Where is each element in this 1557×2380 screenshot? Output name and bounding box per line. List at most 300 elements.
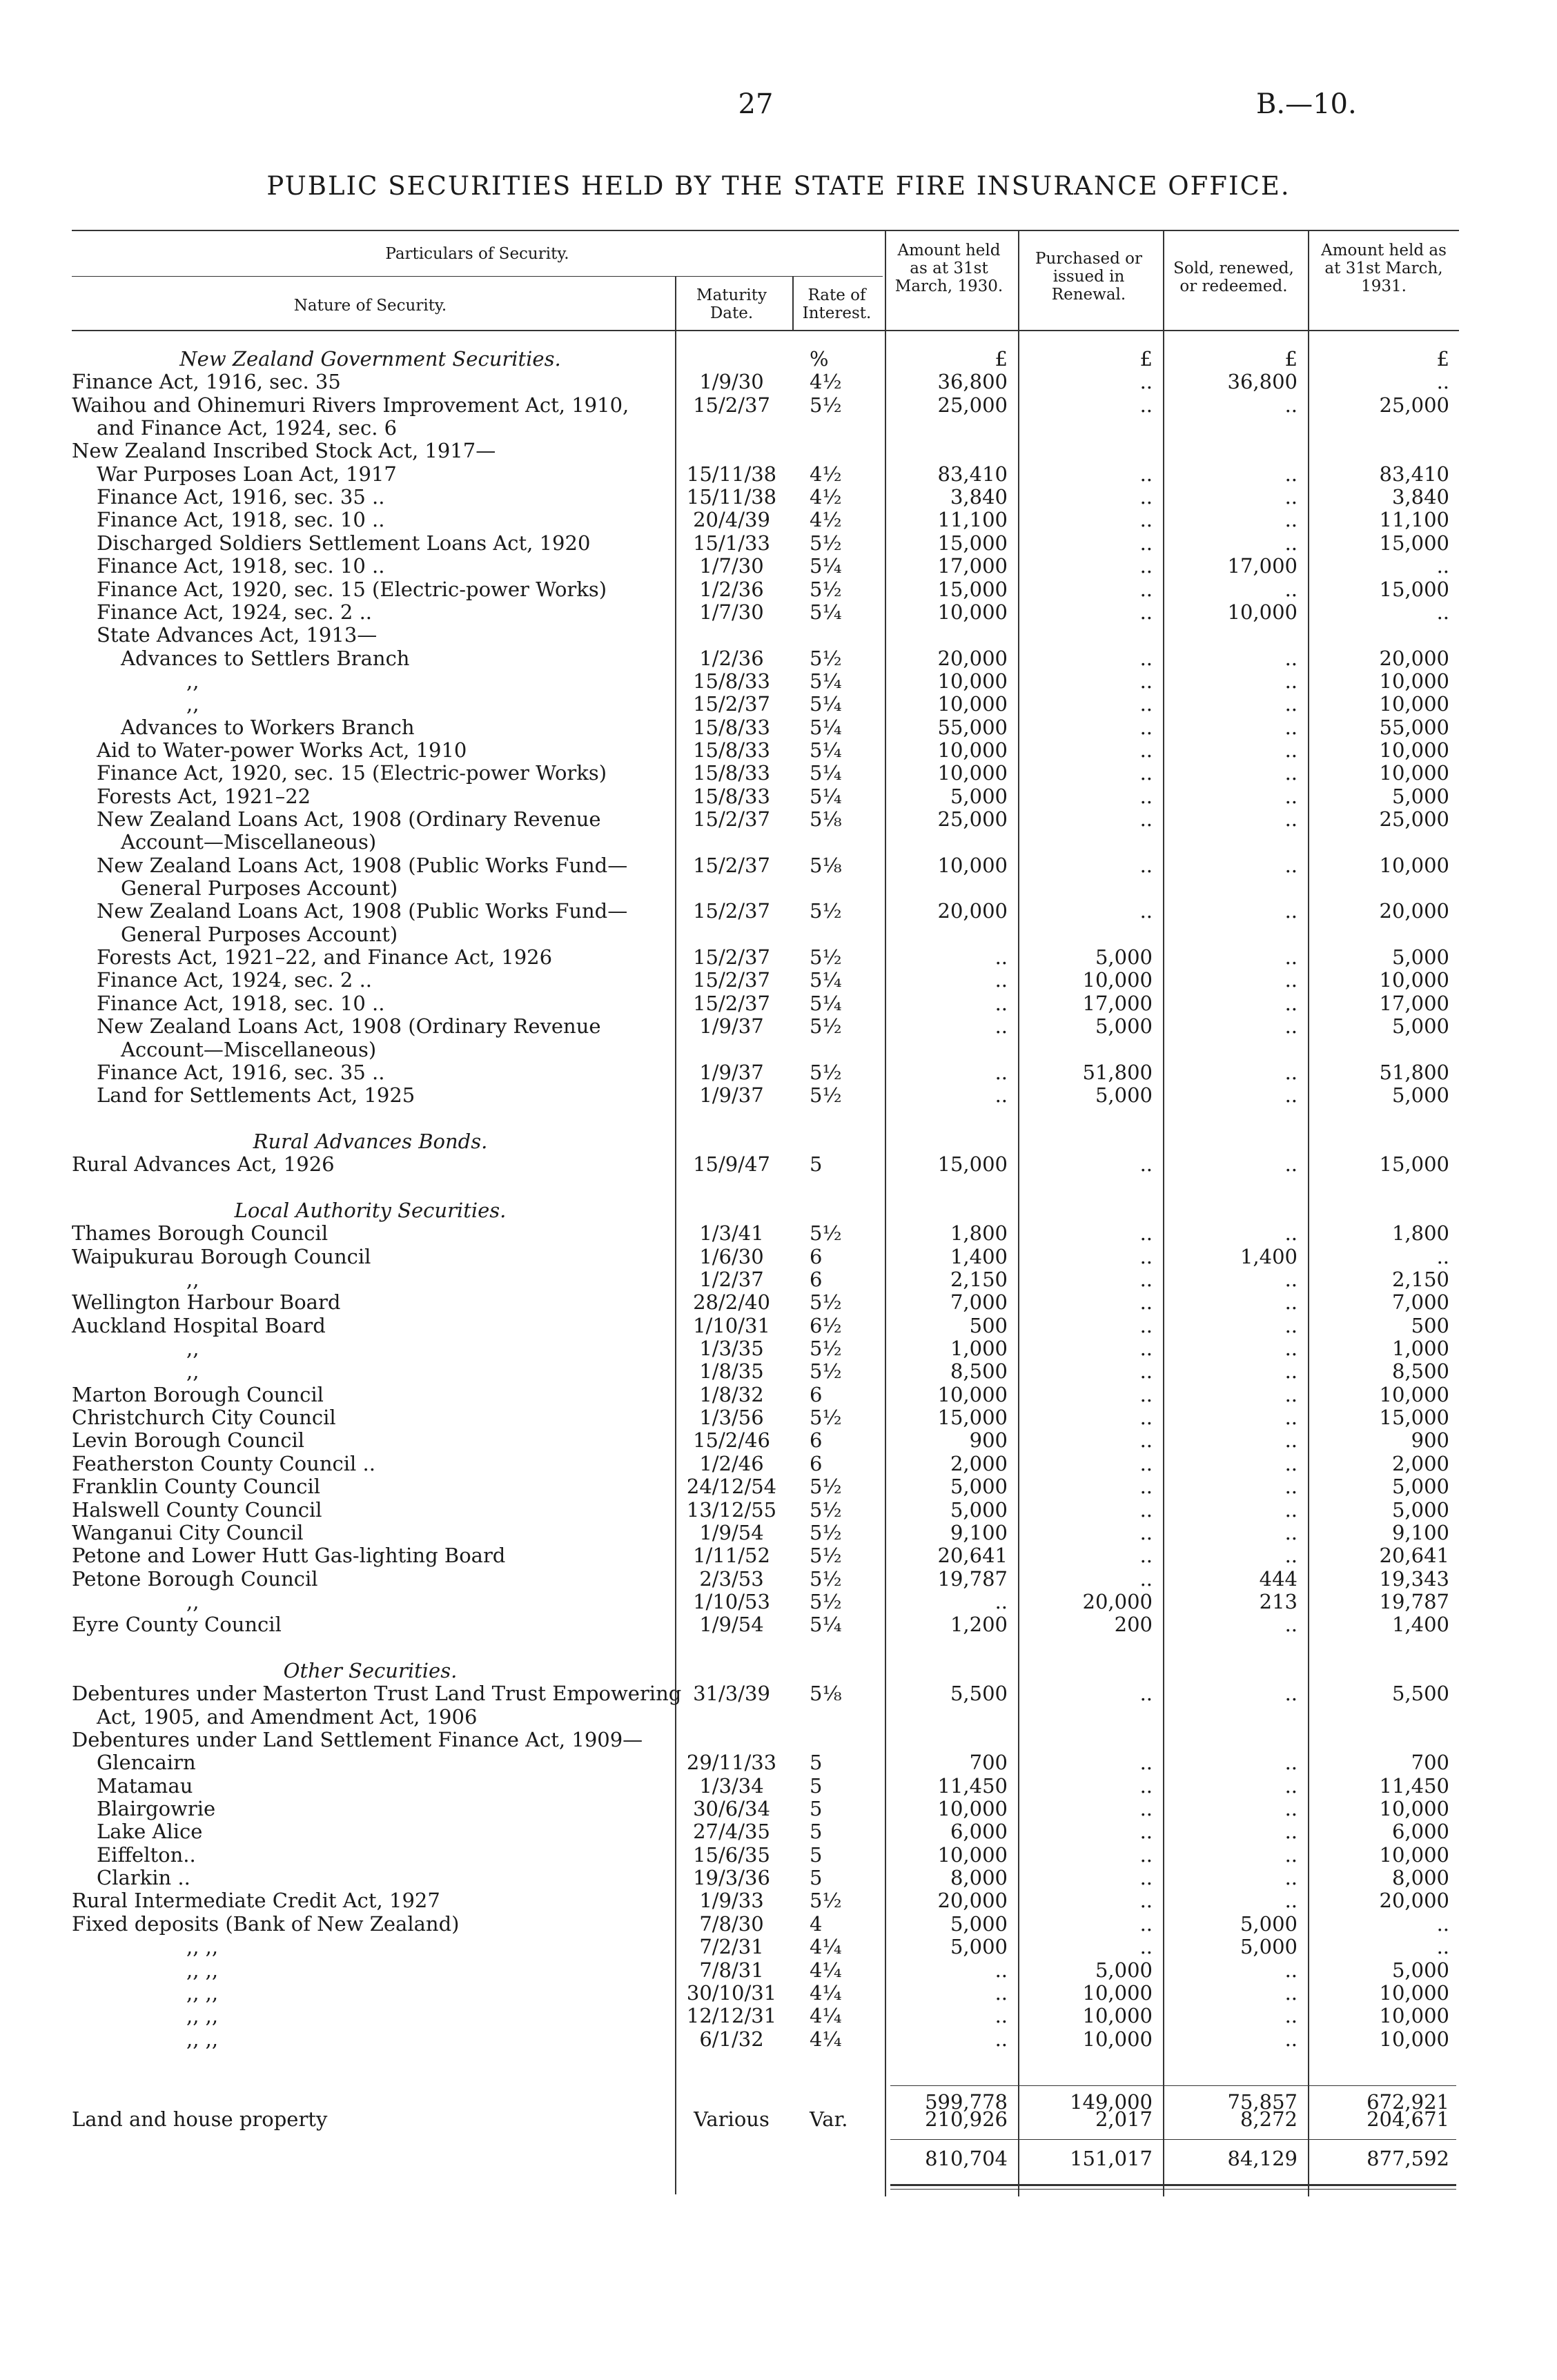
amount-1930: 10,000	[937, 692, 1008, 716]
amount-1931: 9,100	[1391, 1520, 1449, 1544]
table-row	[0, 1568, 1557, 1591]
amount-1930: 20,000	[937, 646, 1008, 670]
interest-rate: 5½	[810, 646, 842, 670]
security-name: Petone Borough Council	[72, 1566, 318, 1591]
amount-1931: 10,000	[1379, 1797, 1449, 1821]
maturity-date: 15/2/37	[693, 393, 770, 417]
amount-1931: 11,100	[1379, 508, 1449, 532]
table-row	[0, 509, 1557, 531]
security-name: ,,	[186, 1589, 199, 1613]
maturity-date: 1/9/54	[699, 1520, 764, 1544]
table-row	[0, 831, 1557, 854]
interest-rate: 5	[810, 1773, 823, 1798]
amount-1930: 19,787	[937, 1566, 1008, 1591]
security-name: ,, ,,	[186, 1980, 219, 2005]
sold-amount: ..	[1284, 669, 1298, 693]
purchased-amount: ..	[1139, 1820, 1153, 1844]
security-name: Forests Act, 1921–22, and Finance Act, 1926	[97, 945, 553, 970]
maturity-date: 15/2/37	[693, 692, 770, 716]
table-row	[0, 647, 1557, 670]
amount-1931: ..	[1436, 554, 1449, 578]
sold-amount: ..	[1284, 1014, 1298, 1039]
amount-1931: ..	[1436, 370, 1449, 394]
maturity-date: 15/2/37	[693, 807, 770, 831]
purchased-amount: ..	[1139, 508, 1153, 532]
amount-1930: ..	[995, 1060, 1008, 1084]
interest-rate: 5½	[810, 393, 842, 417]
maturity-date: 15/2/37	[693, 968, 770, 992]
amount-1931: 7,000	[1391, 1290, 1449, 1315]
security-name: Finance Act, 1916, sec. 35 ..	[97, 485, 385, 509]
table-row	[0, 900, 1557, 923]
sold-amount: ..	[1284, 945, 1298, 970]
sold-amount: £	[1284, 347, 1298, 371]
security-name: Debentures under Masterton Trust Land Trust Empowering	[72, 1682, 682, 1706]
security-name: and Finance Act, 1924, sec. 6	[97, 416, 398, 440]
maturity-date: 30/10/31	[686, 1980, 777, 2005]
sold-amount: ..	[1284, 1889, 1298, 1913]
sold-amount: ..	[1284, 1406, 1298, 1430]
total-double-rule	[890, 2184, 1456, 2186]
amount-1930: 500	[969, 1313, 1008, 1337]
amount-1931: 3,840	[1391, 485, 1449, 509]
purchased-amount: ..	[1139, 899, 1153, 923]
interest-rate: 5	[810, 1152, 823, 1177]
purchased-amount: 10,000	[1082, 2004, 1153, 2028]
table-row	[0, 670, 1557, 693]
sold-amount: ..	[1284, 784, 1298, 808]
amount-1930: ..	[995, 1083, 1008, 1108]
table-row	[0, 624, 1557, 647]
table-row	[0, 1499, 1557, 1522]
purchased-amount: 5,000	[1095, 1958, 1153, 1982]
security-name: Debentures under Land Settlement Finance Act, 1909—	[72, 1728, 643, 1751]
table-row	[0, 808, 1557, 831]
security-name: Christchurch City Council	[72, 1406, 336, 1430]
interest-rate: 5¼	[810, 1613, 842, 1637]
amount-1931: 1,400	[1391, 1613, 1449, 1637]
amount-1930: 8,500	[950, 1359, 1008, 1384]
purchased-amount: ..	[1139, 761, 1153, 785]
security-name: Franklin County Council	[72, 1475, 321, 1499]
purchased-amount: ..	[1139, 485, 1153, 509]
security-name: War Purposes Loan Act, 1917	[97, 462, 397, 486]
table-row	[0, 1246, 1557, 1268]
sold-amount: ..	[1284, 1428, 1298, 1453]
table-row	[0, 1453, 1557, 1475]
table-row	[0, 1936, 1557, 1958]
purchased-amount: 51,800	[1082, 1060, 1153, 1084]
sold-amount: 10,000	[1227, 600, 1298, 624]
security-name: Thames Borough Council	[72, 1221, 329, 1246]
purchased-amount: ..	[1139, 784, 1153, 808]
interest-rate: 6½	[810, 1313, 842, 1337]
interest-rate: 4¼	[810, 1935, 842, 1959]
security-name: Halswell County Council	[72, 1497, 322, 1522]
interest-rate: 6	[810, 1428, 823, 1453]
maturity-date: 1/3/56	[699, 1406, 764, 1430]
sold-amount: ..	[1284, 1497, 1298, 1522]
amount-1930: 15,000	[937, 1152, 1008, 1177]
maturity-date: 1/3/35	[699, 1337, 764, 1361]
maturity-date: 15/2/37	[693, 991, 770, 1015]
purchased-amount: ..	[1139, 577, 1153, 601]
amount-1930: 2,000	[950, 1451, 1008, 1475]
purchased-amount: ..	[1139, 1475, 1153, 1499]
interest-rate: 5½	[810, 1475, 842, 1499]
amount-1930: 10,000	[937, 1797, 1008, 1821]
amount-1930: 10,000	[937, 853, 1008, 877]
amount-1930: 8,000	[950, 1866, 1008, 1890]
security-name: Land for Settlements Act, 1925	[97, 1083, 415, 1108]
property-purchased: 2,017	[1095, 2107, 1153, 2131]
amount-1930: 5,000	[950, 1475, 1008, 1499]
amount-1930: ..	[995, 2027, 1008, 2051]
amount-1931: 11,450	[1379, 1773, 1449, 1798]
interest-rate: 5½	[810, 1589, 842, 1613]
amount-1930: 15,000	[937, 1406, 1008, 1430]
purchased-amount: ..	[1139, 807, 1153, 831]
amount-1930: 10,000	[937, 600, 1008, 624]
sold-amount: ..	[1284, 1451, 1298, 1475]
amount-1930: ..	[995, 1589, 1008, 1613]
table-row	[0, 2028, 1557, 2051]
maturity-date: 1/2/37	[699, 1268, 764, 1291]
sold-amount: ..	[1284, 1613, 1298, 1637]
interest-rate: 5½	[810, 1083, 842, 1108]
security-name: Account—Miscellaneous)	[121, 830, 377, 854]
maturity-date: 1/10/31	[693, 1313, 770, 1337]
interest-rate: 5¼	[810, 761, 842, 785]
purchased-amount: ..	[1139, 1313, 1153, 1337]
amount-1931: 10,000	[1379, 669, 1449, 693]
sold-amount: ..	[1284, 1751, 1298, 1775]
sold-amount: 5,000	[1240, 1935, 1298, 1959]
table-row	[0, 716, 1557, 739]
table-row	[0, 1061, 1557, 1084]
purchased-amount: ..	[1139, 1866, 1153, 1890]
table-row	[0, 578, 1557, 601]
table-row	[0, 854, 1557, 877]
table-row	[0, 1775, 1557, 1798]
interest-rate: 5¼	[810, 968, 842, 992]
interest-rate: 6	[810, 1382, 823, 1406]
amount-1930: ..	[995, 1958, 1008, 1982]
security-name: General Purposes Account)	[121, 922, 398, 946]
purchased-amount: ..	[1139, 1152, 1153, 1177]
security-name: Aid to Water-power Works Act, 1910	[97, 738, 467, 762]
header-purchased: Purchased or issued in Renewal.	[1035, 250, 1142, 304]
security-name: Wellington Harbour Board	[72, 1290, 341, 1315]
amount-1930: ..	[995, 945, 1008, 970]
security-name: General Purposes Account)	[121, 876, 398, 901]
interest-rate: 6	[810, 1268, 823, 1291]
amount-1930: 20,641	[937, 1544, 1008, 1568]
property-maturity: Various	[694, 2107, 770, 2131]
interest-rate: 4½	[810, 462, 842, 486]
table-row	[0, 532, 1557, 555]
interest-rate: 5½	[810, 1290, 842, 1315]
amount-1931: 2,150	[1391, 1268, 1449, 1291]
table-row	[0, 1522, 1557, 1544]
maturity-date: 15/11/38	[686, 485, 777, 509]
maturity-date: 15/8/33	[693, 784, 770, 808]
amount-1930: 25,000	[937, 807, 1008, 831]
security-name: Lake Alice	[97, 1820, 203, 1844]
table-row	[0, 1544, 1557, 1567]
purchased-amount: ..	[1139, 1337, 1153, 1361]
amount-1930: 10,000	[937, 738, 1008, 762]
subtotal-purchased: 149,000	[1070, 2090, 1153, 2114]
page-reference: B.—10.	[1256, 88, 1357, 120]
amount-1931: 6,000	[1391, 1820, 1449, 1844]
amount-1931: 20,000	[1379, 1889, 1449, 1913]
interest-rate: 5½	[810, 1889, 842, 1913]
amount-1931: 2,000	[1391, 1451, 1449, 1475]
security-name: Fixed deposits (Bank of New Zealand)	[72, 1911, 460, 1936]
interest-rate: 5½	[810, 577, 842, 601]
total-1930: 810,704	[925, 2147, 1008, 2170]
interest-rate: 5¼	[810, 784, 842, 808]
sold-amount: ..	[1284, 1221, 1298, 1246]
security-name: Auckland Hospital Board	[72, 1313, 326, 1337]
maturity-date: 13/12/55	[686, 1497, 777, 1522]
sold-amount: ..	[1284, 1980, 1298, 2005]
amount-1931: 10,000	[1379, 1842, 1449, 1867]
purchased-amount: ..	[1139, 1797, 1153, 1821]
purchased-amount: ..	[1139, 1520, 1153, 1544]
section-heading-row	[0, 1660, 1557, 1682]
header-rate: Rate of Interest.	[802, 286, 872, 322]
amount-1931: ..	[1436, 600, 1449, 624]
table-row	[0, 1844, 1557, 1867]
interest-rate: 5	[810, 1797, 823, 1821]
section-heading: Other Securities.	[283, 1658, 458, 1682]
interest-rate: 4¼	[810, 1980, 842, 2005]
amount-1931: 5,000	[1391, 1475, 1449, 1499]
maturity-date: 2/3/53	[699, 1566, 764, 1591]
security-name: New Zealand Loans Act, 1908 (Public Works Fund—	[97, 853, 628, 877]
table-row	[0, 992, 1557, 1015]
amount-1931: £	[1436, 347, 1449, 371]
purchased-amount: ..	[1139, 646, 1153, 670]
maturity-date: 1/8/35	[699, 1359, 764, 1384]
table-row	[0, 1637, 1557, 1660]
property-1930: 210,926	[925, 2107, 1008, 2131]
security-name: Petone and Lower Hutt Gas-lighting Board	[72, 1544, 506, 1568]
interest-rate: 5	[810, 1866, 823, 1890]
amount-1931: 10,000	[1379, 738, 1449, 762]
security-name: Finance Act, 1916, sec. 35 ..	[97, 1060, 385, 1084]
security-name: Eiffelton..	[97, 1842, 196, 1867]
sold-amount: ..	[1284, 1313, 1298, 1337]
amount-1930: 7,000	[950, 1290, 1008, 1315]
table-row	[0, 1084, 1557, 1107]
sold-amount: ..	[1284, 393, 1298, 417]
security-name: Act, 1905, and Amendment Act, 1906	[97, 1704, 478, 1729]
amount-1930: 15,000	[937, 577, 1008, 601]
sold-amount: ..	[1284, 738, 1298, 762]
sold-amount: ..	[1284, 1083, 1298, 1108]
sold-amount: ..	[1284, 715, 1298, 739]
maturity-date: 15/8/33	[693, 761, 770, 785]
security-name: Glencairn	[97, 1751, 196, 1775]
purchased-amount: ..	[1139, 1244, 1153, 1268]
purchased-amount: 20,000	[1082, 1589, 1153, 1613]
amount-1931: 900	[1411, 1428, 1449, 1453]
table-row	[0, 1015, 1557, 1038]
table-row	[0, 1268, 1557, 1291]
interest-rate: 4½	[810, 485, 842, 509]
purchased-amount: ..	[1139, 669, 1153, 693]
purchased-amount: ..	[1139, 853, 1153, 877]
amount-1931: 5,000	[1391, 1497, 1449, 1522]
maturity-date: 29/11/33	[686, 1751, 777, 1775]
interest-rate: %	[810, 347, 829, 371]
table-row	[0, 555, 1557, 578]
table-row	[0, 1798, 1557, 1820]
sold-amount: ..	[1284, 1544, 1298, 1568]
purchased-amount: ..	[1139, 1773, 1153, 1798]
table-row	[0, 1429, 1557, 1452]
security-name: Advances to Settlers Branch	[121, 646, 410, 670]
security-name: Finance Act, 1918, sec. 10 ..	[97, 554, 385, 578]
table-row	[0, 739, 1557, 762]
amount-1931: 5,000	[1391, 784, 1449, 808]
amount-1931: 15,000	[1379, 1406, 1449, 1430]
sold-amount: ..	[1284, 991, 1298, 1015]
amount-1931: 8,000	[1391, 1866, 1449, 1890]
property-rate: Var.	[810, 2107, 848, 2131]
purchased-amount: 5,000	[1095, 1083, 1153, 1108]
table-row	[0, 1867, 1557, 1889]
section-heading-row	[0, 1199, 1557, 1222]
table-row	[0, 969, 1557, 992]
sold-amount: ..	[1284, 1290, 1298, 1315]
sold-amount: ..	[1284, 853, 1298, 877]
security-name: Rural Intermediate Credit Act, 1927	[72, 1889, 440, 1913]
purchased-amount: ..	[1139, 554, 1153, 578]
table-row	[0, 601, 1557, 624]
maturity-date: 15/2/37	[693, 899, 770, 923]
amount-1930: 10,000	[937, 1382, 1008, 1406]
purchased-amount: ..	[1139, 1682, 1153, 1706]
security-name: Levin Borough Council	[72, 1428, 304, 1453]
amount-1930: 10,000	[937, 1842, 1008, 1867]
amount-1930: 6,000	[950, 1820, 1008, 1844]
interest-rate: 4¼	[810, 2004, 842, 2028]
security-name: Finance Act, 1916, sec. 35	[72, 370, 341, 394]
total-purchased: 151,017	[1070, 2147, 1153, 2170]
security-name: Eyre County Council	[72, 1613, 282, 1637]
amount-1930: 15,000	[937, 531, 1008, 555]
purchased-amount: 10,000	[1082, 2027, 1153, 2051]
purchased-amount: ..	[1139, 1751, 1153, 1775]
amount-1931: 10,000	[1379, 968, 1449, 992]
purchased-amount: ..	[1139, 1497, 1153, 1522]
table-row	[0, 762, 1557, 785]
table-row	[0, 1108, 1557, 1130]
table-row	[0, 1039, 1557, 1061]
security-name: ,,	[186, 1268, 199, 1291]
amount-1930: 5,000	[950, 1911, 1008, 1936]
sold-amount: ..	[1284, 692, 1298, 716]
security-name: ,,	[186, 692, 199, 716]
interest-rate: 5½	[810, 1221, 842, 1246]
security-name: Blairgowrie	[97, 1797, 216, 1821]
maturity-date: 30/6/34	[693, 1797, 770, 1821]
amount-1931: 700	[1411, 1751, 1449, 1775]
sold-amount: ..	[1284, 1359, 1298, 1384]
sold-amount: ..	[1284, 1866, 1298, 1890]
amount-1930: 700	[969, 1751, 1008, 1775]
security-name: ,,	[186, 669, 199, 693]
purchased-amount: ..	[1139, 531, 1153, 555]
security-name: ,, ,,	[186, 1958, 219, 1982]
sold-amount: ..	[1284, 1820, 1298, 1844]
sold-amount: ..	[1284, 2004, 1298, 2028]
table-row	[0, 1613, 1557, 1636]
interest-rate: 5¼	[810, 738, 842, 762]
security-name: New Zealand Loans Act, 1908 (Ordinary Revenue	[97, 1014, 601, 1039]
amount-1931: 500	[1411, 1313, 1449, 1337]
amount-1931: 10,000	[1379, 2004, 1449, 2028]
sold-amount: ..	[1284, 1268, 1298, 1291]
amount-1931: 10,000	[1379, 761, 1449, 785]
table-row	[0, 1913, 1557, 1936]
header-amount-1930: Amount held as at 31st March, 1930.	[894, 242, 1003, 295]
rule-after-maturity	[792, 276, 794, 331]
amount-1930: ..	[995, 2004, 1008, 2028]
purchased-amount: ..	[1139, 1428, 1153, 1453]
security-name: New Zealand Inscribed Stock Act, 1917—	[72, 439, 496, 463]
security-name: Forests Act, 1921–22	[97, 784, 311, 808]
purchased-amount: ..	[1139, 1889, 1153, 1913]
sold-amount: 444	[1259, 1566, 1298, 1591]
amount-1930: ..	[995, 991, 1008, 1015]
interest-rate: 5½	[810, 1520, 842, 1544]
header-sold: Sold, renewed, or redeemed.	[1173, 259, 1294, 295]
interest-rate: 5½	[810, 1014, 842, 1039]
sold-amount: ..	[1284, 485, 1298, 509]
table-row	[0, 1820, 1557, 1843]
maturity-date: 1/7/30	[699, 600, 764, 624]
table-row	[0, 1706, 1557, 1729]
security-name: Advances to Workers Branch	[121, 715, 415, 739]
sold-amount: ..	[1284, 1060, 1298, 1084]
sold-amount: ..	[1284, 1152, 1298, 1177]
interest-rate: 5½	[810, 1544, 842, 1568]
interest-rate: 5¼	[810, 715, 842, 739]
sold-amount: ..	[1284, 1337, 1298, 1361]
interest-rate: 5½	[810, 1060, 842, 1084]
amount-1931: 5,000	[1391, 1083, 1449, 1108]
amount-1930: 20,000	[937, 1889, 1008, 1913]
purchased-amount: ..	[1139, 738, 1153, 762]
sold-amount: 5,000	[1240, 1911, 1298, 1936]
total-double-rule-2	[890, 2189, 1456, 2190]
subtotal-rule	[890, 2085, 1456, 2086]
subtotal-1931: 672,921	[1367, 2090, 1449, 2114]
security-name: Finance Act, 1918, sec. 10 ..	[97, 508, 385, 532]
header-particulars: Particulars of Security.	[385, 245, 569, 263]
table-row	[0, 923, 1557, 946]
security-name: ,, ,,	[186, 1935, 219, 1959]
purchased-amount: ..	[1139, 462, 1153, 486]
purchased-amount: 10,000	[1082, 1980, 1153, 2005]
amount-1931: 20,000	[1379, 899, 1449, 923]
purchased-amount: 17,000	[1082, 991, 1153, 1015]
